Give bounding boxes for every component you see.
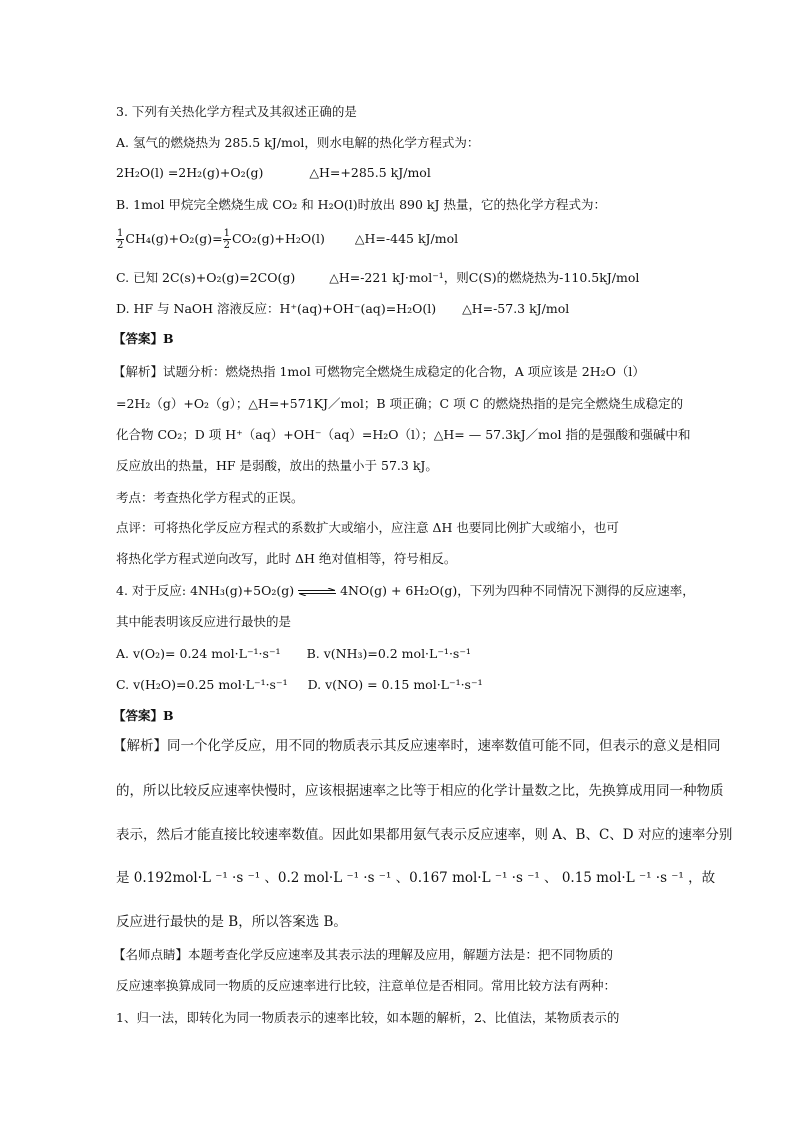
q3-comment-line1: 点评：可将热化学反应方程式的系数扩大或缩小，应注意 ΔH 也要同比例扩大或缩小，也可 bbox=[116, 520, 619, 535]
q3-option-d-enthalpy: △H=-57.3 kJ/mol bbox=[462, 301, 570, 316]
q3-explanation-line4: 反应放出的热量，HF 是弱酸，放出的热量小于 57.3 kJ。 bbox=[116, 458, 438, 473]
fraction-one-half: $\frac{1}{2}$ bbox=[223, 228, 230, 251]
q3-kaodian: 考点：考查热化学方程式的正误。 bbox=[116, 490, 304, 505]
q3-explanation-line3: 化合物 CO₂；D 项 H⁺（aq）+OH⁻（aq）=H₂O（l）；△H= — 57.3kJ／mol 指的是强酸和强碱中和 bbox=[116, 427, 691, 442]
q4-tip-line1: 【名师点睛】本题考查化学反应速率及其表示法的理解及应用，解题方法是：把不同物质的 bbox=[113, 947, 614, 962]
q4-tip-line2: 反应速率换算成同一物质的反应速率进行比较，注意单位是否相同。常用比较方法有两种： bbox=[116, 978, 617, 993]
q4-explanation-line4: 是 0.192mol·L ⁻¹ ·s ⁻¹ 、0.2 mol·L ⁻¹ ·s ⁻¹ 、0.167 mol·L ⁻¹ ·s ⁻¹ 、 0.15 mol·L ⁻¹ ·s ⁻¹ ，故 bbox=[116, 870, 716, 886]
q3-option-a-line1: A. 氢气的燃烧热为 285.5 kJ/mol，则水电解的热化学方程式为： bbox=[116, 135, 480, 150]
q3-title: 3. 下列有关热化学方程式及其叙述正确的是 bbox=[116, 104, 357, 119]
q3-option-c-equation: C. 已知 2C(s)+O₂(g)=2CO(g) bbox=[116, 270, 296, 285]
q4-explanation-line5: 反应进行最快的是 B，所以答案选 B。 bbox=[116, 914, 347, 930]
q3-option-b-line2 bbox=[116, 228, 458, 251]
q4-option-d: D. v(NO) = 0.15 mol·L⁻¹·s⁻¹ bbox=[307, 677, 483, 692]
q3-explanation-line2: =2H₂（g）+O₂（g）；△H=+571KJ／mol；B 项正确；C 项 C 的燃烧热指的是完全燃烧生成稳定的 bbox=[116, 396, 684, 411]
q4-title-line1 bbox=[116, 583, 695, 599]
q3-option-b-reactants: CH₄(g)+O₂(g)= bbox=[125, 231, 223, 246]
q4-products-and-prompt: 4NO(g) + 6H₂O(g)，下列为四种不同情况下测得的反应速率， bbox=[340, 583, 695, 598]
q4-reactants: 4. 对于反应: 4NH₃(g)+5O₂(g) bbox=[116, 583, 295, 598]
q3-option-c-statement: △H=-221 kJ·mol⁻¹，则C(S)的燃烧热为-110.5kJ/mol bbox=[329, 270, 640, 285]
fraction-one-half: $\frac{1}{2}$ bbox=[117, 228, 124, 251]
q4-answer: 【答案】B bbox=[113, 708, 174, 723]
q4-title-line2: 其中能表明该反应进行最快的是 bbox=[116, 614, 292, 629]
q4-option-b: B. v(NH₃)=0.2 mol·L⁻¹·s⁻¹ bbox=[306, 646, 471, 661]
q4-option-a: A. v(O₂)= 0.24 mol·L⁻¹·s⁻¹ bbox=[116, 646, 281, 661]
q3-option-b-line1: B. 1mol 甲烷完全燃烧生成 CO₂ 和 H₂O(l)时放出 890 kJ 热量，它的热化学方程式为： bbox=[116, 197, 606, 212]
q4-options-row2 bbox=[116, 677, 483, 693]
q3-option-b-enthalpy: △H=-445 kJ/mol bbox=[354, 231, 459, 246]
q4-explanation-line2: 的，所以比较反应速率快慢时，应该根据速率之比等于相应的化学计量数之比，先换算成用同一种物质 bbox=[116, 783, 724, 799]
q3-option-d bbox=[116, 301, 569, 317]
q4-option-c: C. v(H₂O)=0.25 mol·L⁻¹·s⁻¹ bbox=[116, 677, 288, 692]
q4-tip-line3: 1、归一法，即转化为同一物质表示的速率比较，如本题的解析，2、比值法，某物质表示的 bbox=[116, 1010, 620, 1025]
q4-options-row1 bbox=[116, 646, 471, 662]
equilibrium-arrow-icon bbox=[297, 588, 337, 596]
q3-option-a-line2 bbox=[116, 165, 431, 181]
q3-option-d-equation: D. HF 与 NaOH 溶液反应：H⁺(aq)+OH⁻(aq)=H₂O(l) bbox=[116, 301, 437, 316]
q3-option-c bbox=[116, 270, 639, 286]
q3-option-b-products: CO₂(g)+H₂O(l) bbox=[231, 231, 325, 246]
q3-answer: 【答案】B bbox=[113, 331, 174, 346]
q3-comment-line2: 将热化学方程式逆向改写，此时 ΔH 绝对值相等，符号相反。 bbox=[116, 551, 457, 566]
q3-explanation-line1: 【解析】试题分析：燃烧热指 1mol 可燃物完全燃烧生成稳定的化合物，A 项应该是 2H₂O（l） bbox=[113, 364, 645, 379]
q3-option-a-enthalpy: △H=+285.5 kJ/mol bbox=[309, 165, 431, 180]
q4-explanation-line1: 【解析】同一个化学反应，用不同的物质表示其反应速率时，速率数值可能不同，但表示的意义是相同 bbox=[113, 738, 721, 754]
q3-option-a-equation: 2H₂O(l) =2H₂(g)+O₂(g) bbox=[116, 165, 264, 180]
q4-explanation-line3: 表示，然后才能直接比较速率数值。因此如果都用氨气表示反应速率，则 A、B、C、D 对应的速率分别 bbox=[116, 827, 733, 843]
